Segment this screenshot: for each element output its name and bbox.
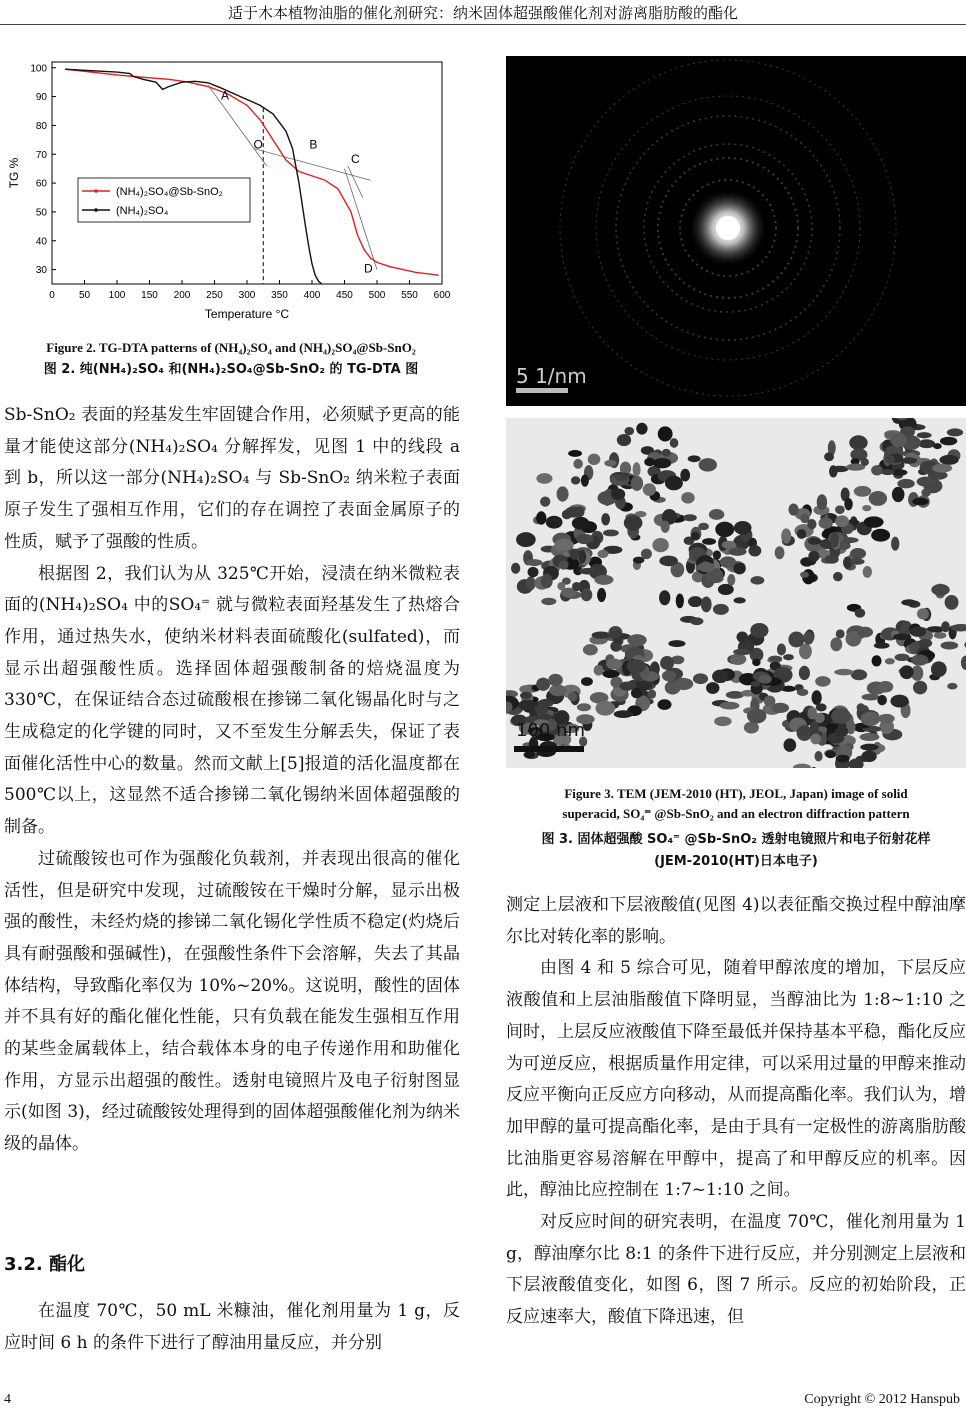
nanoparticle: [633, 462, 641, 476]
nanoparticle: [947, 428, 963, 436]
figure2-caption-cn: 图 2. 纯(NH₄)₂SO₄ 和(NH₄)₂SO₄@Sb-SnO₂ 的 TG-DTA 图: [43, 362, 419, 377]
nanoparticle: [892, 487, 905, 502]
nanoparticle: [660, 656, 674, 670]
nanoparticle: [808, 538, 821, 545]
nanoparticle: [783, 654, 794, 660]
nanoparticle: [945, 595, 959, 610]
nanoparticle: [636, 423, 647, 435]
nanoparticle: [581, 677, 593, 686]
nanoparticle: [620, 682, 635, 691]
nanoparticle: [727, 574, 735, 586]
nanoparticle: [931, 661, 947, 677]
nanoparticle: [606, 658, 622, 669]
plot-frame: [52, 62, 442, 284]
nanoparticle: [850, 558, 865, 564]
nanoparticle: [815, 713, 825, 723]
nanoparticle: [864, 516, 884, 527]
right-paragraph-1: 测定上层液和下层液酸值(见图 4)以表征酯交换过程中醇油摩尔比对转化率的影响。: [506, 895, 966, 947]
nanoparticle: [657, 699, 671, 710]
nanoparticle: [800, 572, 809, 578]
nanoparticle: [575, 506, 584, 517]
nanoparticle: [601, 513, 610, 525]
nanoparticle: [830, 637, 842, 651]
nanoparticle: [878, 681, 894, 693]
nanoparticle: [863, 566, 872, 578]
x-tick-label: 300: [238, 290, 256, 301]
nanoparticle: [714, 717, 731, 727]
nanoparticle: [861, 750, 876, 762]
nanoparticle: [893, 633, 911, 640]
nanoparticle: [668, 640, 685, 647]
nanoparticle: [571, 476, 580, 484]
y-tick-label: 90: [35, 92, 47, 104]
nanoparticle: [850, 548, 866, 559]
nanoparticle: [536, 511, 546, 525]
x-tick-label: 0: [49, 290, 55, 301]
diffraction-image: [506, 56, 966, 406]
nanoparticle: [881, 469, 894, 475]
nanoparticle: [526, 559, 542, 566]
y-tick-label: 30: [35, 265, 47, 277]
nanoparticle: [617, 434, 631, 446]
legend-marker-2: [94, 208, 98, 212]
nanoparticle: [555, 539, 574, 551]
left-paragraph-3: 过硫酸铵也可作为强酸化负载剂，并表现出很高的催化活性，但是研究中发现，过硫酸铵在干燥时分解，显示出极强的酸性，未经灼烧的掺锑二氧化锡化学性质不稳定(灼烧后具有耐强酸和强碱性)，在强酸性条件下会溶解，失去了其晶体结构，导致酯化率仅为 10%~20%。这说明，酸性的固体并不具有好的酯化催化性能，只有负载在能发生强相互作用的某些金属载体上，结合载体本身的电子传递作用和助催化作用，方显示出超强的酸性。透射电镜照片及电子衍射图显示(如图 3)，经过硫酸铵处理得到的固体超强酸催化剂为纳米级的晶体。: [4, 848, 460, 1155]
tangent-line: [345, 169, 378, 270]
nanoparticle: [830, 532, 839, 548]
nanoparticle: [901, 599, 916, 605]
nanoparticle: [799, 666, 810, 680]
nanoparticle: [768, 656, 782, 662]
nanoparticle: [860, 744, 878, 751]
legend-label-1: (NH₄)₂SO₄@Sb-SnO₂: [116, 186, 223, 198]
x-tick-label: 250: [206, 290, 223, 301]
nanoparticle: [857, 627, 873, 638]
nanoparticle: [713, 604, 729, 615]
diffraction-scale-label: 5 1/nm: [516, 364, 587, 388]
nanoparticle: [665, 476, 683, 490]
nanoparticle: [511, 563, 520, 574]
nanoparticle: [652, 538, 668, 552]
nanoparticle: [536, 473, 552, 484]
x-tick-label: 100: [108, 290, 126, 301]
annotation-O: O: [253, 137, 263, 152]
nanoparticle: [911, 655, 928, 666]
nanoparticle: [912, 498, 928, 506]
header-rule: [0, 24, 966, 25]
nanoparticle: [857, 703, 865, 711]
nanoparticle: [662, 449, 671, 457]
nanoparticle: [775, 546, 785, 559]
x-tick-label: 600: [433, 290, 451, 301]
nanoparticle: [594, 575, 613, 585]
nanoparticle: [891, 537, 899, 551]
nanoparticle: [603, 530, 619, 537]
tg-dta-chart: [0, 50, 470, 330]
figure3-caption-cn-2: (JEM-2010(HT)日本电子): [654, 854, 818, 869]
nanoparticle: [548, 674, 563, 686]
nanoparticle: [793, 764, 811, 768]
nanoparticle: [528, 567, 539, 577]
nanoparticle: [913, 681, 927, 695]
nanoparticle: [933, 443, 942, 449]
nanoparticle: [815, 676, 831, 687]
nanoparticle: [702, 538, 716, 545]
nanoparticle: [825, 751, 836, 759]
nanoparticle: [890, 695, 908, 708]
nanoparticle: [562, 510, 572, 519]
nanoparticle: [568, 450, 582, 457]
figure3-caption-en-2: superacid, SO₄⁼ @Sb-SnO₂ and an electron diffraction pattern: [562, 806, 910, 821]
nanoparticle: [516, 532, 536, 547]
nanoparticle: [581, 588, 593, 601]
nanoparticle: [520, 692, 532, 699]
nanoparticle: [940, 437, 957, 446]
x-tick-label: 150: [141, 290, 158, 301]
y-axis-label: TG %: [7, 157, 21, 189]
left-column-text-2: [4, 1296, 460, 1359]
right-column-text: [506, 890, 966, 1334]
annotation-C: C: [351, 151, 360, 166]
nanoparticle: [681, 492, 694, 504]
x-tick-label: 50: [78, 290, 91, 301]
nanoparticle: [659, 590, 670, 605]
nanoparticle: [961, 656, 966, 670]
nanoparticle: [573, 459, 582, 469]
y-tick-label: 100: [30, 63, 47, 75]
nanoparticle: [824, 452, 834, 461]
x-tick-label: 400: [303, 290, 321, 301]
nanoparticle: [631, 688, 643, 699]
nanoparticle: [947, 683, 957, 690]
nanoparticle: [693, 673, 708, 684]
nanoparticle: [713, 550, 721, 559]
nanoparticle: [583, 644, 598, 655]
nanoparticle: [730, 654, 747, 665]
nanoparticle: [572, 582, 581, 591]
x-tick-label: 200: [173, 290, 191, 301]
nanoparticle: [797, 529, 807, 539]
nanoparticle: [576, 534, 594, 544]
left-column-text: [4, 400, 460, 1161]
nanoparticle: [918, 639, 932, 648]
nanoparticle: [851, 669, 867, 680]
right-paragraph-3: 对反应时间的研究表明，在温度 70℃，催化剂用量为 1 g，醇油摩尔比 8:1 的条件下进行反应，并分别测定上层液和下层液酸值变化，如图 6，图 7 所示。反应的初始阶段，正反应速率大，酸值下降迅速，但: [506, 1212, 966, 1328]
nanoparticle: [659, 556, 678, 567]
nanoparticle: [900, 457, 918, 463]
nanoparticle: [624, 427, 634, 435]
left-paragraph-2: 根据图 2，我们认为从 325℃开始，浸渍在纳米微粒表面的(NH₄)₂SO₄ 中的SO₄⁼ 就与微粒表面羟基发生了热熔合作用，通过热失水，使纳米材料表面硫酸化(sulfated)，而显示出超强酸性质。选择固体超强酸制备的焙烧温度为 330℃，在保证结合态过硫酸根在掺锑二氧化锡晶化时与之生成稳定的化学键的同时，又不至发生分解丢失，保证了表面催化活性中心的数量。然而文献上[5]报道的活化温度都在 500℃以上，这显然不适合掺锑二氧化锡纳米固体超强酸的制备。: [4, 563, 460, 838]
left-paragraph-4: 在温度 70℃，50 mL 米糠油，催化剂用量为 1 g，反应时间 6 h 的条件下进行了醇油用量反应，并分别: [4, 1301, 460, 1353]
nanoparticle: [709, 509, 724, 520]
nanoparticle: [844, 498, 852, 510]
nanoparticle: [641, 549, 652, 560]
nanoparticle: [658, 426, 673, 441]
nanoparticle: [535, 704, 548, 715]
nanoparticle: [803, 631, 814, 645]
nanoparticle: [836, 755, 850, 763]
nanoparticle: [834, 669, 854, 675]
annotation-D: D: [364, 261, 373, 276]
x-axis-label: Temperature °C: [204, 307, 290, 321]
nanoparticle: [557, 582, 565, 590]
annotation-A: A: [221, 88, 230, 103]
nanoparticle: [917, 432, 932, 438]
nanoparticle: [690, 617, 703, 625]
nanoparticle: [610, 631, 619, 637]
nanoparticle: [917, 477, 935, 487]
nanoparticle: [594, 665, 604, 676]
nanoparticle: [750, 576, 764, 584]
nanoparticle: [595, 701, 615, 716]
nanoparticle: [728, 547, 746, 556]
nanoparticle: [688, 455, 701, 462]
nanoparticle: [698, 562, 715, 572]
nanoparticle: [895, 654, 910, 661]
nanoparticle: [747, 709, 766, 724]
x-tick-label: 450: [336, 290, 353, 301]
nanoparticle: [644, 458, 655, 466]
y-tick-label: 80: [35, 120, 47, 132]
nanoparticle: [631, 476, 644, 491]
figure2-caption-en: Figure 2. TG-DTA patterns of (NH₄)₂SO₄ and (NH₄)₂SO₄@Sb-SnO₂: [46, 340, 416, 355]
nanoparticle: [900, 665, 914, 679]
nanoparticle: [627, 659, 646, 673]
nanoparticle: [781, 528, 791, 543]
nanoparticle: [797, 727, 809, 735]
nanoparticle: [541, 598, 556, 605]
nanoparticle: [750, 623, 768, 638]
nanoparticle: [588, 454, 601, 465]
nanoparticle: [570, 549, 580, 560]
nanoparticle: [872, 655, 882, 666]
running-header: 适于木本植物油脂的催化剂研究：纳米固体超强酸催化剂对游离脂肪酸的酯化: [227, 4, 738, 22]
series-line-2: [65, 69, 322, 284]
nanoparticle: [934, 632, 947, 639]
nanoparticle: [860, 733, 880, 741]
nanoparticle: [546, 516, 563, 529]
annotation-B: B: [309, 137, 318, 152]
nanoparticle: [598, 550, 609, 558]
nanoparticle: [833, 572, 843, 582]
nanoparticle: [541, 574, 553, 589]
legend-marker-1: [94, 189, 98, 193]
nanoparticle: [931, 584, 949, 596]
nanoparticle: [808, 551, 819, 562]
nanoparticle: [941, 621, 950, 632]
tangent-line: [348, 166, 363, 198]
nanoparticle: [733, 649, 751, 656]
nanoparticle: [722, 541, 736, 549]
nanoparticle: [835, 726, 848, 736]
nanoparticle: [829, 465, 838, 477]
nanoparticle: [788, 632, 804, 648]
nanoparticle: [526, 576, 536, 590]
nanoparticle: [897, 479, 914, 488]
nanoparticle: [861, 712, 880, 726]
nanoparticle: [831, 708, 851, 723]
nanoparticle: [615, 473, 629, 481]
nanoparticle: [676, 593, 684, 608]
nanoparticle: [939, 455, 958, 465]
nanoparticle: [855, 608, 866, 617]
page-number: 4: [4, 1392, 11, 1407]
nanoparticle: [871, 529, 890, 542]
nanoparticle: [643, 483, 656, 496]
nanoparticle: [627, 634, 646, 646]
nanoparticle: [701, 596, 712, 612]
x-tick-label: 550: [401, 290, 418, 301]
nanoparticle: [720, 556, 736, 568]
y-tick-label: 40: [35, 236, 47, 248]
nanoparticle: [817, 494, 827, 510]
copyright: Copyright © 2012 Hanspub: [804, 1392, 960, 1407]
nanoparticle: [614, 710, 633, 718]
nanoparticle: [597, 588, 606, 602]
tangent-line: [208, 85, 267, 166]
series-line-1: [65, 69, 439, 275]
nanoparticle: [777, 644, 786, 656]
nanoparticle: [835, 515, 849, 527]
y-tick-label: 60: [35, 178, 47, 190]
nanoparticle: [885, 455, 895, 463]
nanoparticle: [849, 435, 867, 450]
nanoparticle: [662, 670, 676, 681]
figure3-caption-en-1: Figure 3. TEM (JEM-2010 (HT), JEOL, Japan) image of solid: [564, 786, 908, 801]
nanoparticle: [712, 670, 728, 683]
nanoparticle: [877, 695, 887, 705]
x-tick-label: 500: [368, 290, 386, 301]
nanoparticle: [518, 700, 536, 711]
nanoparticle: [604, 460, 616, 467]
nanoparticle: [540, 497, 550, 507]
nanoparticle: [910, 627, 927, 637]
nanoparticle: [661, 521, 670, 533]
nanoparticle: [752, 659, 760, 667]
nanoparticle: [918, 439, 935, 448]
section-title: 3.2. 酯化: [4, 1254, 85, 1275]
nanoparticle: [878, 714, 895, 724]
nanoparticle: [706, 682, 719, 694]
nanoparticle: [674, 678, 694, 690]
nanoparticle: [592, 631, 611, 638]
nanoparticle: [932, 464, 952, 473]
nanoparticle: [917, 608, 929, 619]
nanoparticle: [836, 629, 845, 638]
nanoparticle: [814, 751, 822, 761]
nanoparticle: [825, 555, 839, 564]
nanoparticle: [572, 517, 590, 530]
nanoparticle: [835, 505, 845, 514]
nanoparticle: [577, 703, 591, 711]
nanoparticle: [568, 692, 578, 701]
figure3-caption-cn-1: 图 3. 固体超强酸 SO₄⁼ @Sb-SnO₂ 透射电镜照片和电子衍射花样: [541, 832, 931, 847]
nanoparticle: [680, 469, 690, 482]
nanoparticle: [861, 458, 869, 466]
nanoparticle: [862, 505, 871, 511]
nanoparticle: [653, 458, 671, 468]
nanoparticle: [624, 515, 643, 530]
nanoparticle: [810, 733, 821, 744]
nanoparticle: [748, 545, 761, 556]
nanoparticle: [736, 631, 748, 642]
nanoparticle: [941, 642, 959, 650]
nanoparticle: [734, 521, 752, 535]
nanoparticle: [683, 514, 697, 521]
nanoparticle: [611, 488, 625, 500]
tem-scale-label: 100 nm: [516, 720, 586, 741]
x-tick-label: 350: [271, 290, 288, 301]
nanoparticle: [691, 532, 700, 541]
nanoparticle: [788, 504, 798, 516]
nanoparticle: [891, 433, 907, 447]
nanoparticle: [750, 681, 760, 687]
left-paragraph-1: Sb-SnO₂ 表面的羟基发生牢固键合作用，必须赋予更高的能量才能使这部分(NH₄)₂SO₄ 分解挥发，见图 1 中的线段 a 到 b，所以这一部分(NH₄)₂SO₄ 与 Sb-SnO₂ 纳米粒子表面原子发生了强相互作用，它们的存在调控了表面金属原子的性质，赋予了强酸的性质。: [4, 405, 460, 552]
nanoparticle: [581, 475, 589, 487]
nanoparticle: [758, 675, 771, 684]
y-tick-label: 70: [35, 149, 47, 161]
nanoparticle: [869, 491, 887, 506]
nanoparticle: [771, 703, 789, 713]
legend-label-2: (NH₄)₂SO₄: [116, 205, 169, 217]
nanoparticle: [557, 486, 569, 501]
nanoparticle: [921, 488, 931, 496]
nanoparticle: [862, 694, 880, 701]
nanoparticle: [874, 642, 890, 648]
nanoparticle: [648, 689, 657, 698]
y-tick-label: 50: [35, 207, 47, 219]
nanoparticle: [733, 563, 745, 575]
nanoparticle: [819, 517, 833, 529]
nanoparticle: [783, 738, 796, 751]
nanoparticle: [549, 684, 566, 696]
nanoparticle: [699, 458, 717, 471]
nanoparticle: [854, 486, 871, 497]
nanoparticle: [797, 689, 808, 696]
nanoparticle: [524, 751, 535, 758]
nanoparticle: [720, 702, 740, 710]
tem-scale-bar: [514, 746, 584, 752]
nanoparticle: [812, 690, 822, 705]
nanoparticle: [807, 519, 816, 529]
nanoparticle: [670, 438, 679, 448]
nanoparticle: [559, 561, 569, 570]
nanoparticle: [871, 465, 883, 475]
nanoparticle: [536, 678, 550, 691]
nanoparticle: [715, 522, 734, 538]
right-paragraph-2: 由图 4 和 5 综合可见，随着甲醇浓度的增加，下层反应液酸值和上层油脂酸值下降明显，当醇油比为 1:8~1:10 之间时，上层反应液酸值下降至最低并保持基本平稳，酯化反应为可逆反应，根据质量作用定律，可以采用过量的甲醇来推动反应平衡向正反应方向移动，从而提高酯化率。我们认为，增加甲醇的量可提高酯化率，是由于具有一定极性的游离脂肪酸比油脂更容易溶解在甲醇中，提高了和甲醇反应的机率。因此，醇油比应控制在 1:7~1:10 之间。: [506, 958, 966, 1201]
tem-image: [506, 418, 966, 768]
nanoparticle: [734, 597, 746, 603]
nanoparticle: [885, 658, 895, 664]
